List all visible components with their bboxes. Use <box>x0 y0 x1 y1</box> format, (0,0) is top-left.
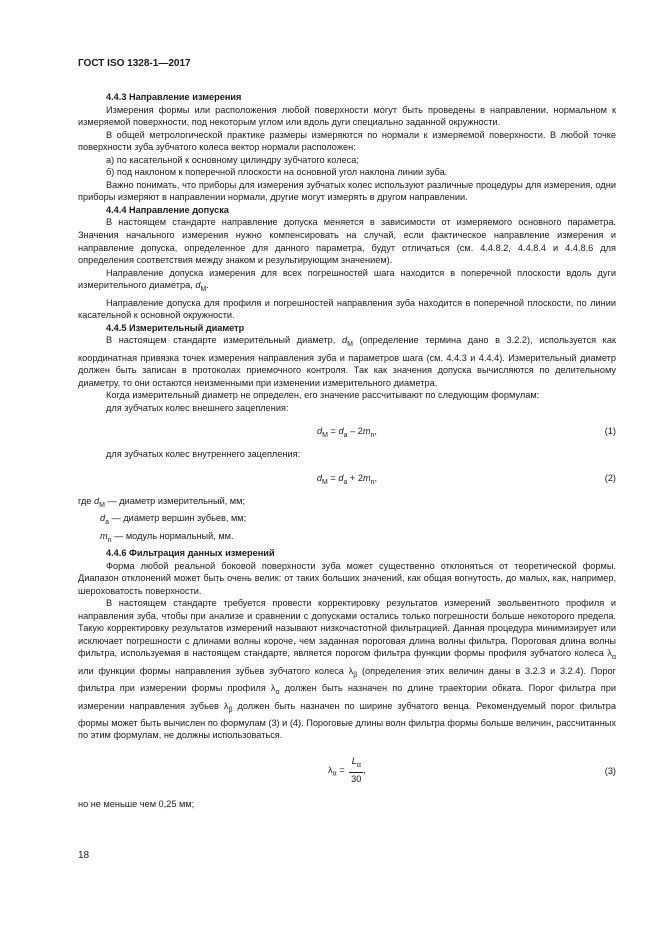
formula-1: $d_M = d_a - 2m_n$, (1) <box>317 426 616 440</box>
paragraph: для зубчатых колес внешнего зацепления: <box>106 402 289 413</box>
section-heading-4-4-6: 4.4.6 Фильтрация данных измерений <box>106 548 275 558</box>
paragraph: Форма любой реальной боковой поверхности зуба может существенно отклоняться от теоретической формы. Диапазон отклонений может быть очень велик: от таких больших значений, как общая вогнутость, до малых, как, например, шероховатость поверхности. <box>78 560 616 596</box>
formula-2: $d_M = d_a + 2m_n$, (2) <box>316 472 616 486</box>
paragraph: Когда измерительный диаметр не определен, его значение рассчитывают по следующим формулам: <box>106 390 540 401</box>
paragraph: В настоящем стандарте измерительный диаметр, $d_M$ (определение термина дано в 3.2.2), используется как координатная привязка точек измерения направления зуба и параметров шага (см. 4.4.3 и 4.4.4). Измерительный диаметр должен быть записан в протоколах приемочного контроля. Так как значения допуска вычисляются по делительному диаметру, то они остаются неизменными при изменении измерительного диаметра. <box>78 335 616 388</box>
where-line: $d_a$ — диаметр вершин зубьев, мм; <box>100 513 247 527</box>
paragraph: Направление допуска измерения для всех погрешностей шага находится в поперечной плоскости вдоль дуги измерительного диаметра, $d_M$. <box>78 267 616 294</box>
paragraph: В общей метрологической практике размеры измеряются по нормали к измеряемой поверхности. В любой точке поверхности зуба зубчатого колеса вектор нормали расположен: <box>78 129 616 153</box>
formula-number: (2) <box>604 472 616 483</box>
formula-number: (1) <box>604 426 616 437</box>
where-line: $m_n$ — модуль нормальный, мм. <box>100 530 234 544</box>
paragraph: Важно понимать, что приборы для измерения зубчатых колес используют различные процедуры для измерения, одни приборы измеряют в направлении нормали, другие могут измерять в другом направлении. <box>78 179 616 203</box>
section-heading-4-4-5: 4.4.5 Измерительный диаметр <box>106 322 245 333</box>
paragraph: для зубчатых колес внутреннего зацепления: <box>106 449 301 460</box>
paragraph: но не меньше чем 0,25 мм; <box>78 798 195 809</box>
list-item: б) под наклоном к поперечной плоскости на основной угол наклона линии зуба. <box>106 167 448 178</box>
where-line: где $d_M$ — диаметр измерительный, мм; <box>78 495 245 509</box>
formula-number: (3) <box>604 765 616 776</box>
paragraph: В настоящем стандарте требуется провести корректировку результатов измерений эвольвентного профиля и направления зуба, чтобы при анализе и сравнении с допусками остались только погрешности больше некоторого предела. Такую корректировку результатов измерений называют низкочастотной фильтрацией. Данная процедура минимизирует или исключает погрешности с длинами волны короче, чем заданная пороговая длина волны фильтра. Пороговая длина волны фильтра, используемая в настоящем стандарте, является порогом фильтра функции формы профиля зубчатого колеса $\lambda_\alpha$ или функции формы направления зубьев зубчатого колеса $\lambda_\beta$ (определения этих величин даны в 3.2.3 и 3.2.4). Порог фильтра при измерении формы профиля $\lambda_\alpha$ должен быть назначен по длине траектории обката. Порог фильтра при измерении направления зубьев $\lambda_\beta$ должен быть назначен по ширине зубчатого венца. Рекомендуемый порог фильтра формы может быть вычислен по формулам (3) и (4). Пороговые длины волн фильтра формы больше величин, рассчитанных по этим формулам, не должны использоваться. <box>78 598 617 741</box>
formula-3: $\lambda_\alpha$ = $\frac{L_\alpha}{30}$ , (3) <box>328 755 616 785</box>
paragraph: Направление допуска для профиля и погрешностей направления зуба находится в поперечной плоскости, по линии касательной к основной окружности. <box>78 297 616 321</box>
section-heading-4-4-4: 4.4.4 Направление допуска <box>106 204 229 215</box>
standard-header: ГОСТ ISO 1328-1—2017 <box>78 58 191 69</box>
list-item: а) по касательной к основному цилиндру зубчатого колеса; <box>106 154 359 165</box>
section-heading-4-4-3: 4.4.3 Направление измерения <box>106 92 242 102</box>
paragraph: В настоящем стандарте направление допуска меняется в зависимости от измеряемого основного параметра. Значения начального измерения нужно компенсировать на случай, если фактическое направление измерения и направление допуска, определенное для данного параметра, будут отличаться (см. 4.4.8.2, 4.4.8.4 и 4.4.8.6 для определения соответствия между знаком и результирующим значением). <box>78 217 616 266</box>
paragraph: Измерения формы или расположения любой поверхности могут быть проведены в направлении, нормальном к измеряемой поверхности, под некоторым углом или вдоль дуги специально заданной окружности. <box>78 104 616 128</box>
page-number: 18 <box>78 850 90 861</box>
document-body <box>78 91 616 811</box>
